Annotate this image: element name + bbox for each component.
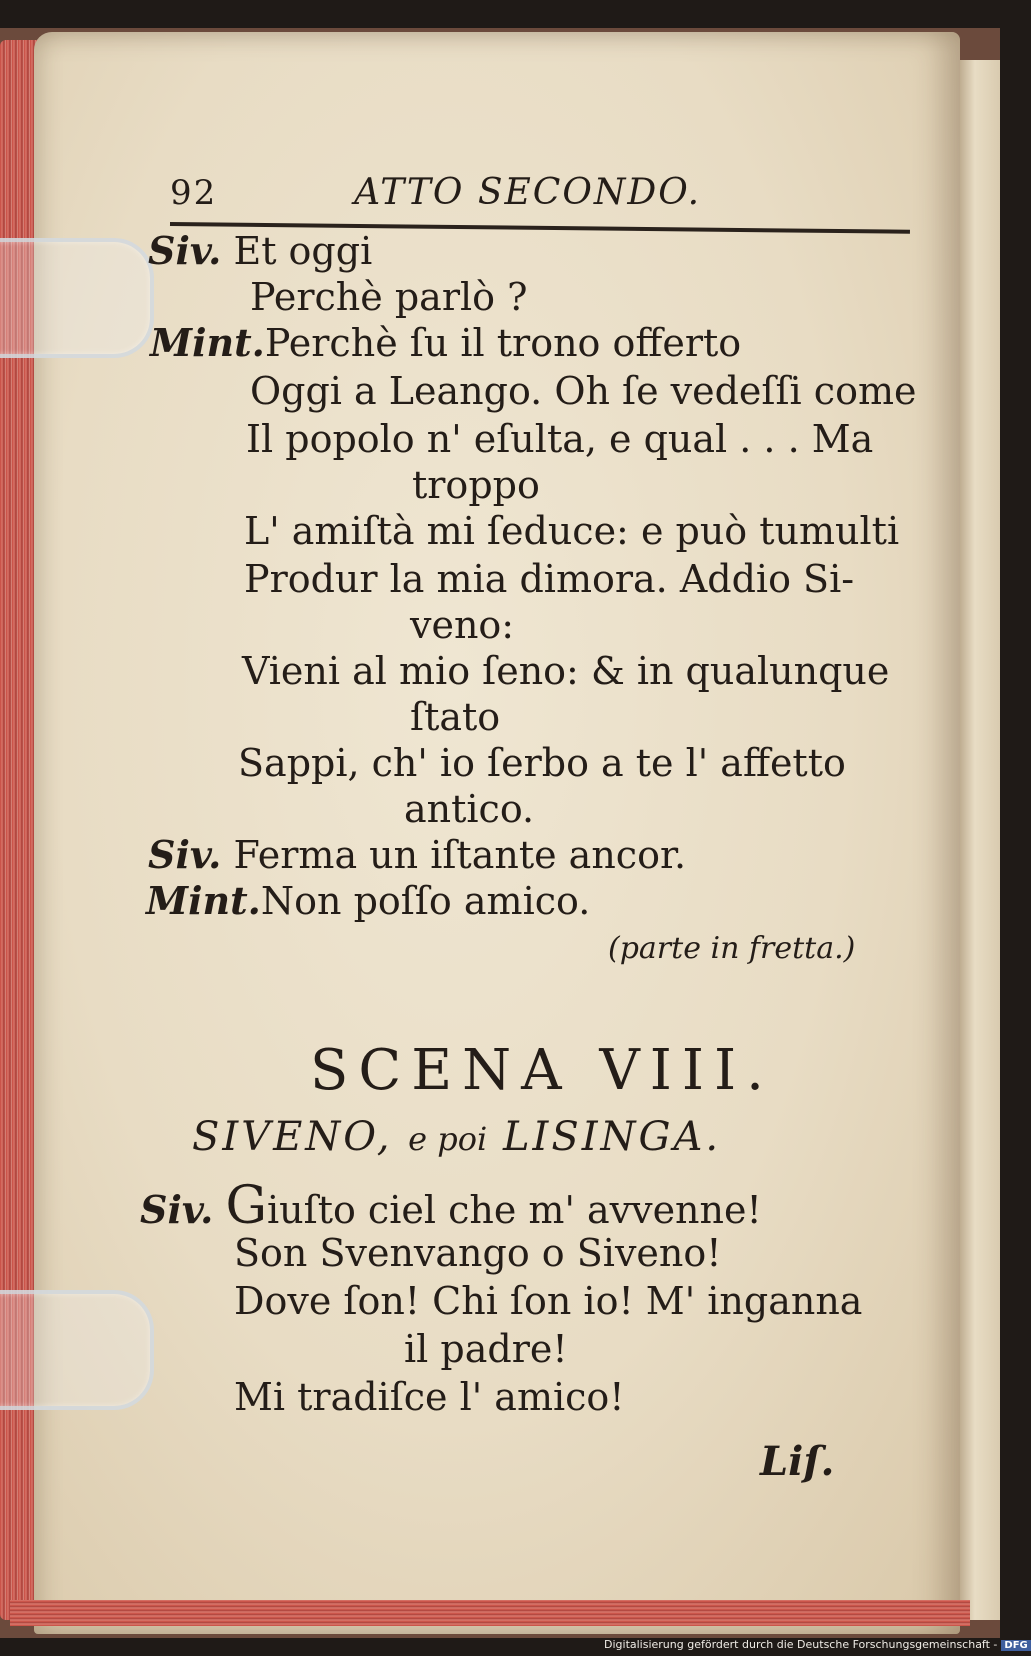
page-edges-bottom (10, 1600, 970, 1626)
facing-page-edge (958, 60, 1000, 1620)
dialogue-line: veno: (410, 603, 515, 647)
dfg-logo: DFG (1001, 1640, 1030, 1651)
dialogue-line: Perchè parlò ? (250, 275, 528, 319)
dialogue-line: Siv. Giuſto ciel che m' avvenne! (140, 1176, 762, 1236)
scene-title: SCENA VIII. (310, 1038, 774, 1103)
dialogue-line: L' amiſtà mi ſeduce: e può tumulti (244, 509, 900, 553)
dialogue-line: troppo (412, 463, 540, 507)
running-header (170, 172, 701, 213)
scene-characters: SIVENO, e poi LISINGA. (192, 1114, 722, 1160)
dialogue-line: Sappi, ch' io ſerbo a te l' affetto (238, 741, 846, 785)
dialogue-line: il padre! (404, 1327, 568, 1371)
dialogue-line: Mint.Non poſſo amico. (146, 878, 591, 923)
dialogue-line: Oggi a Leango. Oh ſe vedeſſi come (250, 369, 917, 413)
digitization-credit: Digitalisierung gefördert durch die Deutsche Forschungsgemeinschaft - DFG (604, 1638, 1031, 1651)
page-number: 92 (170, 173, 218, 213)
dialogue-line: Siv. Et oggi (148, 228, 373, 273)
dialogue-line: Il popolo n' eſulta, e qual . . . Ma (246, 417, 874, 461)
dialogue-line: Mint.Perchè ſu il trono offerto (150, 320, 742, 365)
dialogue-line: Siv. Ferma un iſtante ancor. (148, 832, 687, 877)
dialogue-line: antico. (404, 787, 535, 831)
dialogue-line: Vieni al mio ſeno: & in qualunque (242, 649, 890, 693)
catchword: Liſ. (760, 1438, 835, 1485)
page-clip-top (0, 238, 154, 358)
stage-direction: (parte in fretta.) (608, 931, 856, 966)
dialogue-line: Mi tradiſce l' amico! (234, 1375, 625, 1419)
dialogue-line: Son Svenvango o Siveno! (234, 1231, 722, 1275)
dialogue-line: ſtato (410, 695, 501, 739)
dialogue-line: Produr la mia dimora. Addio Si- (244, 557, 855, 601)
page-clip-bottom (0, 1290, 154, 1410)
running-title: ATTO SECONDO. (354, 172, 702, 213)
dialogue-line: Dove ſon! Chi ſon io! M' inganna (234, 1279, 863, 1323)
